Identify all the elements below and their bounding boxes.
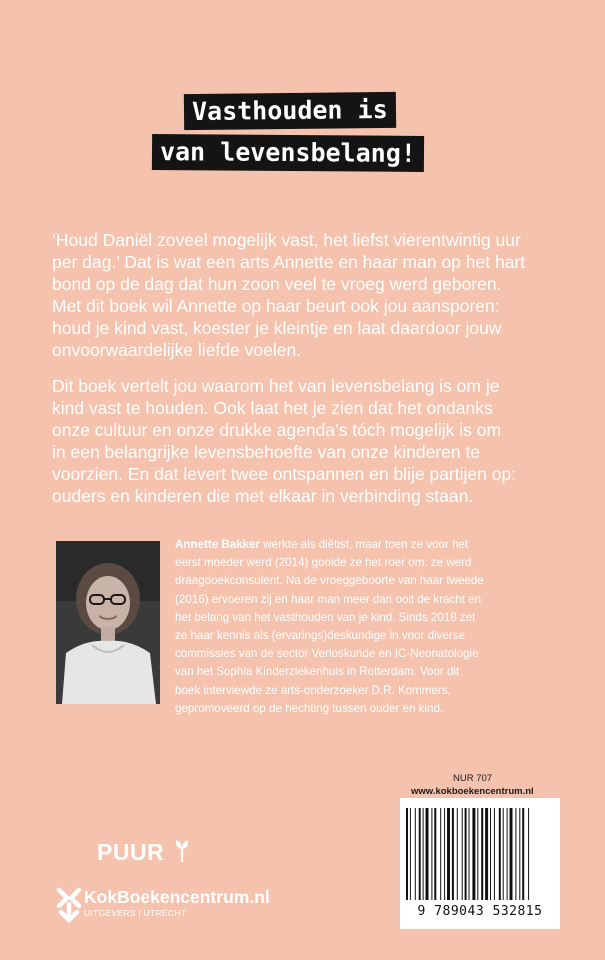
blurb-line: in een belangrijke levensbehoefte van onze kinderen te [52, 442, 481, 462]
author-photo [56, 541, 160, 704]
blurb-line: onvoorwaardelijke liefde voelen. [52, 340, 302, 360]
bio-line: het belang van het vasthouden van je kind. Sinds 2018 zet [175, 610, 476, 624]
blurb-line: Dit boek vertelt jou waarom het van levensbelang is om je [52, 376, 500, 396]
publisher-website: www.kokboekencentrum.nl [411, 786, 534, 797]
publisher-name: KokBoekencentrum.nl [84, 887, 270, 907]
blurb-line: Met dit boek wil Annette op haar beurt ook jou aansporen: [52, 296, 500, 316]
author-bio [175, 536, 555, 718]
puur-imprint-logo: PUUR [97, 839, 165, 865]
isbn-number: 9 789043 532815 [417, 904, 543, 919]
bio-line: gepromoveerd op de hechting tussen ouder en kind. [175, 701, 444, 715]
blurb-line: per dag.’ Dat is wat een arts Annette en haar man op het hart [52, 252, 526, 272]
bio-line: (2016) ervoeren zij en haar man meer dan ooit de kracht en [175, 592, 482, 606]
title-line-1: Vasthouden is [184, 92, 396, 130]
bio-first-line-rest: werkte als diëtist, maar toen ze voor het [260, 538, 469, 551]
kokboekencentrum-logo-icon [55, 884, 83, 924]
blurb-line: voorzien. En dat levert twee ontspannen en blije partijen op: [52, 464, 517, 484]
isbn-barcode [400, 798, 560, 929]
blurb-line: ‘Houd Daniël zoveel mogelijk vast, het liefst vierentwintig uur [52, 230, 521, 250]
bio-line: draagdoekconsulent. Na de vroeggeboorte van haar tweede [175, 574, 484, 588]
blurb-line: onze cultuur en onze drukke agenda’s tóch mogelijk is om [52, 420, 502, 440]
bio-line: ze haar kennis als (ervarings)deskundige in voor diverse [175, 629, 465, 643]
title-line-2: van levensbelang! [152, 134, 424, 172]
blurb-line: houd je kind vast, koester je kleintje en laat daardoor jouw [52, 318, 502, 338]
bio-first-line [175, 536, 555, 554]
author-name: Annette Bakker [175, 538, 261, 551]
blurb-paragraph-2 [52, 375, 572, 507]
bio-line: commissies van de sector Verloskunde en IC-Neonatologie [175, 647, 479, 661]
sprout-icon [175, 838, 189, 862]
bio-line: eerst moeder werd (2014) gooide ze het roer om: ze werd [175, 556, 472, 570]
blurb-line: kind vast te houden. Ook laat het je zien dat het ondanks [52, 398, 493, 418]
bio-line: van het Sophia Kinderziekenhuis in Rotterdam. Voor dit [175, 665, 460, 679]
nur-code: NUR 707 [453, 773, 493, 784]
blurb-line: ouders en kinderen die met elkaar in verbinding staan. [52, 486, 474, 506]
blurb-line: bond op de dag dat hun zoon veel te vroeg werd geboren. [52, 274, 502, 294]
bio-line: boek interviewde ze arts-onderzoeker D.R. Kommers, [175, 683, 451, 697]
author-portrait-icon [56, 541, 160, 704]
barcode-icon [406, 808, 554, 900]
blurb-paragraph-1 [52, 229, 572, 361]
publisher-subtitle: UITGEVERS | UTRECHT [84, 908, 187, 918]
